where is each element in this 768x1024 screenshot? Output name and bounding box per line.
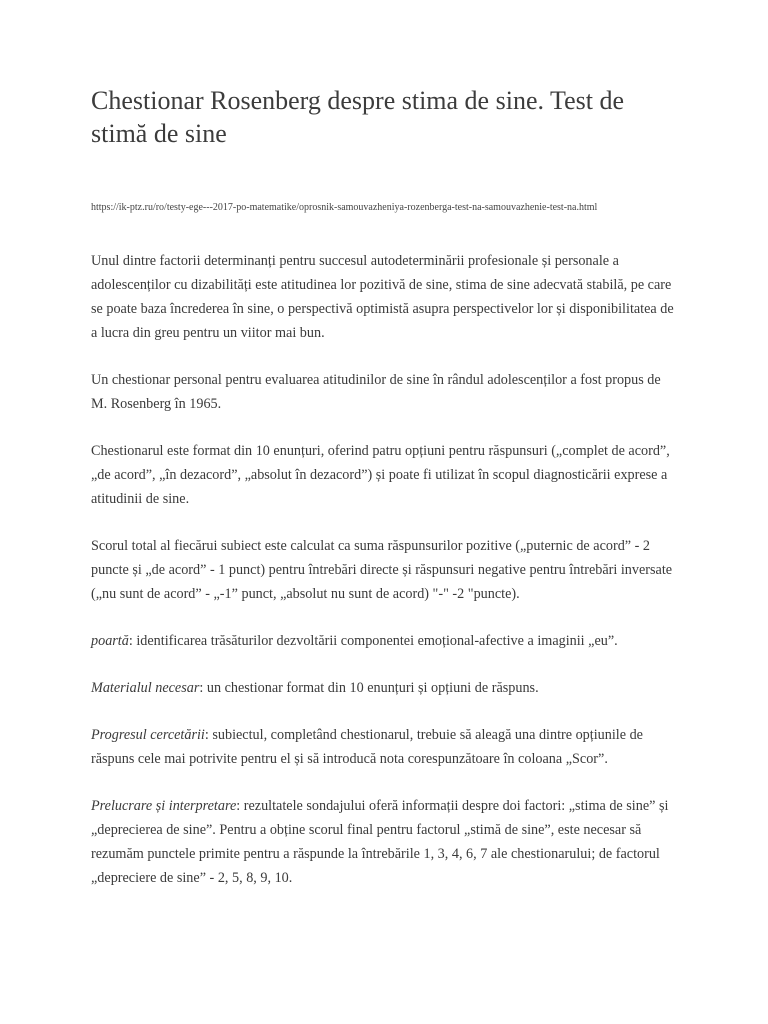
paragraph-rosenberg: Un chestionar personal pentru evaluarea atitudinilor de sine în rândul adolescenților a fost propus de M. Rosenberg în 1965. bbox=[91, 372, 661, 412]
section-progress-text: : subiectul, completând chestionarul, trebuie să aleagă una dintre opțiunile de răspuns cele mai potrivite pentru el și să introducă nota corespunzătoare în coloana „Scor”. bbox=[91, 727, 643, 767]
section-materials bbox=[91, 676, 679, 700]
paragraph-format: Chestionarul este format din 10 enunțuri, oferind patru opțiuni pentru răspunsuri („complet de acord”, „de acord”, „în dezacord”, „absolut în dezacord”) și poate fi utilizat în scopul diagnosticării exprese a atitudinii de sine. bbox=[91, 443, 670, 507]
section-processing-text: : rezultatele sondajului oferă informații despre doi factori: „stima de sine” și „deprecierea de sine”. Pentru a obține scorul final pentru factorul „stimă de sine”, este necesar să rezumăm punctele primite pentru a răspunde la întrebările 1, 3, 4, 6, 7 ale chestionarului; de factorul „depreciere de sine” - 2, 5, 8, 9, 10. bbox=[91, 798, 669, 886]
section-progress-label: Progresul cercetării bbox=[91, 727, 205, 743]
paragraph-intro: Unul dintre factorii determinanți pentru succesul autodeterminării profesionale și personale a adolescenților cu dizabilități este atitudinea lor pozitivă de sine, stima de sine adecvată stabilă, pe care se poate baza încrederea în sine, o perspectivă optimistă asupra perspectivelor lor și disponibilitatea de a lucra din greu pentru un viitor mai bun. bbox=[91, 253, 674, 341]
source-url: https://ik-ptz.ru/ro/testy-ege---2017-po-matematike/oprosnik-samouvazheniya-rozenberga-test-na-samouvazhenie-test-na.html bbox=[91, 202, 598, 213]
section-progress bbox=[91, 723, 679, 771]
section-processing-label: Prelucrare și interpretare bbox=[91, 798, 237, 814]
section-goal-text: : identificarea trăsăturilor dezvoltării componentei emoțional-afective a imaginii „eu”. bbox=[128, 633, 618, 649]
page-title: Chestionar Rosenberg despre stima de sine. Test de stimă de sine bbox=[91, 86, 624, 148]
section-processing bbox=[91, 794, 679, 890]
section-goal-label: poartă bbox=[91, 633, 129, 649]
section-goal bbox=[91, 629, 679, 653]
paragraph-scoring: Scorul total al fiecărui subiect este calculat ca suma răspunsurilor pozitive („puternic de acord” - 2 puncte și „de acord” - 1 punct) pentru întrebări directe și răspunsuri negative pentru întrebări inversate („nu sunt de acord” - „-1” punct, „absolut nu sunt de acord) "-" -2 "puncte). bbox=[91, 538, 673, 602]
section-materials-label: Materialul necesar bbox=[91, 680, 200, 696]
document-page bbox=[91, 84, 679, 890]
section-materials-text: : un chestionar format din 10 enunțuri și opțiuni de răspuns. bbox=[199, 680, 539, 696]
